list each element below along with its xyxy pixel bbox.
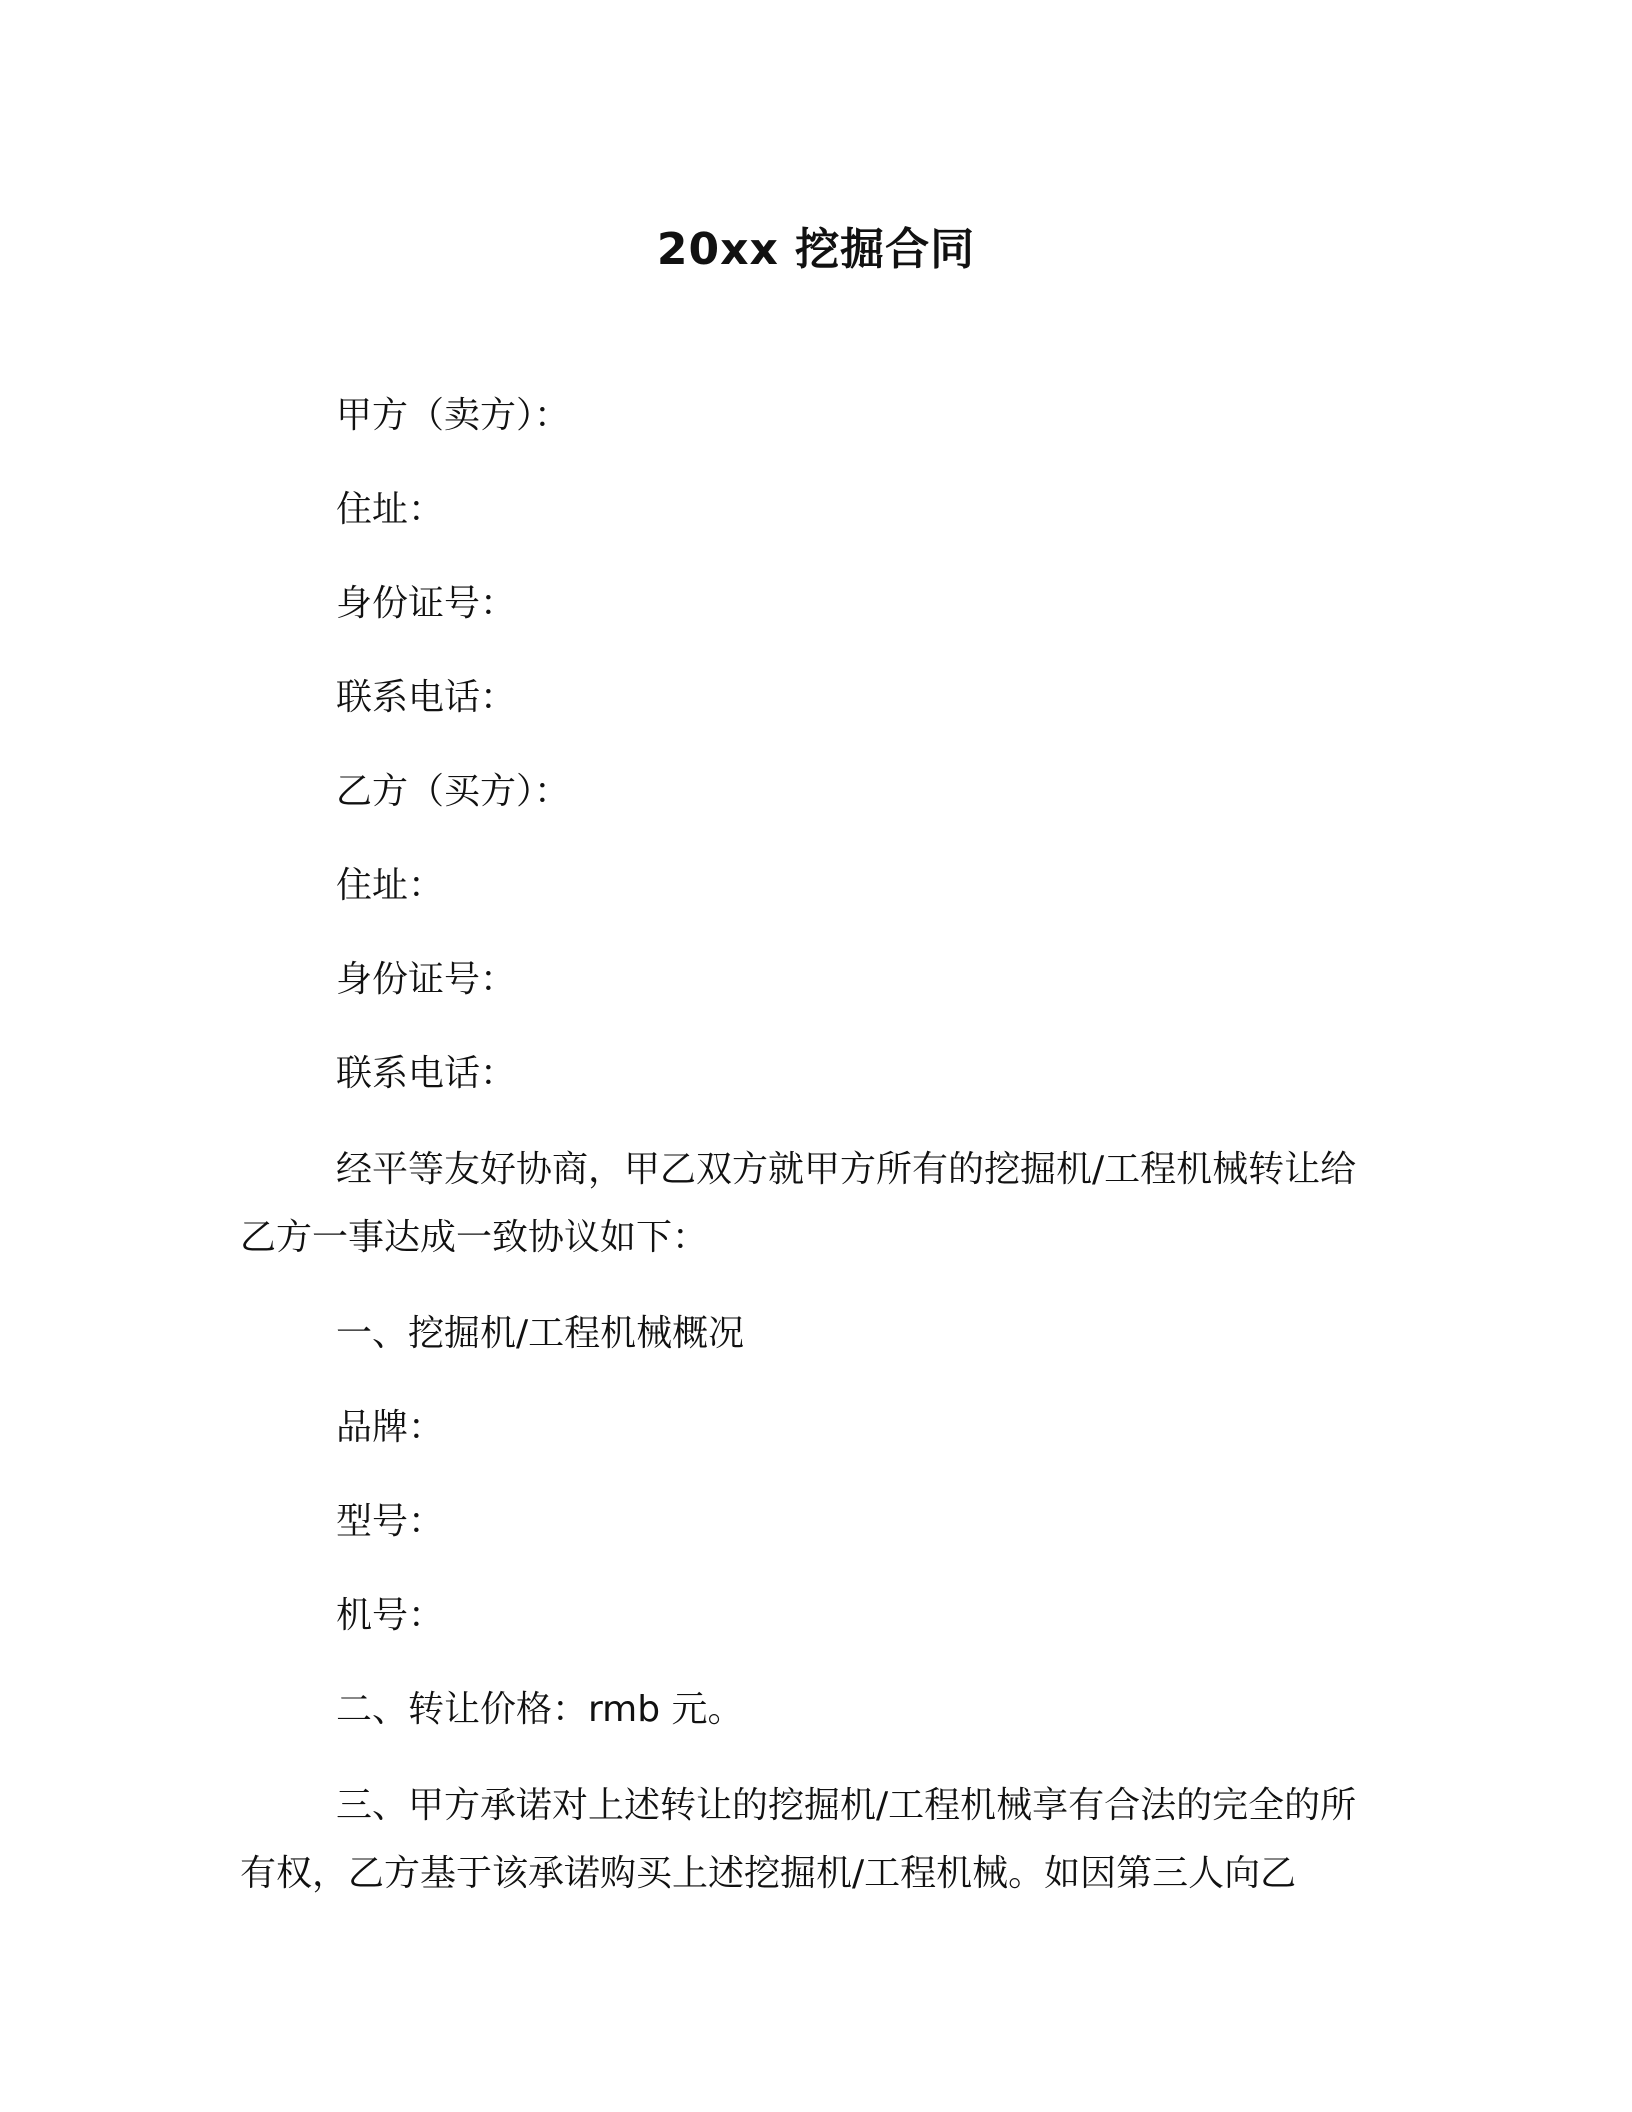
party-a-label: 甲方（卖方）： [336,395,571,436]
party-a-id-label: 身份证号： [336,583,517,624]
section-1-heading: 一、挖掘机/工程机械概况 [336,1313,745,1354]
party-b-label: 乙方（买方）： [336,771,571,812]
party-b-phone-label: 联系电话： [336,1053,517,1094]
party-b-address-label: 住址： [336,865,445,906]
party-a-phone-label: 联系电话： [336,677,517,718]
section-3-paragraph: 三、甲方承诺对上述转让的挖掘机/工程机械享有合法的完全的所有权，乙方基于该承诺购买上述挖掘机/工程机械。如因第三人向乙 [240,1785,1357,1894]
document-body [240,384,1360,1938]
party-b-id-label: 身份证号： [336,959,517,1000]
section-2-price: 二、转让价格：rmb 元。 [336,1689,744,1730]
agreement-intro-paragraph: 经平等友好协商，甲乙双方就甲方所有的挖掘机/工程机械转让给乙方一事达成一致协议如下： [240,1149,1357,1258]
machine-number-label: 机号： [336,1595,445,1636]
document-title: 20xx 挖掘合同 [656,224,976,275]
party-a-address-label: 住址： [336,489,445,530]
model-label: 型号： [336,1501,445,1542]
brand-label: 品牌： [336,1407,445,1448]
